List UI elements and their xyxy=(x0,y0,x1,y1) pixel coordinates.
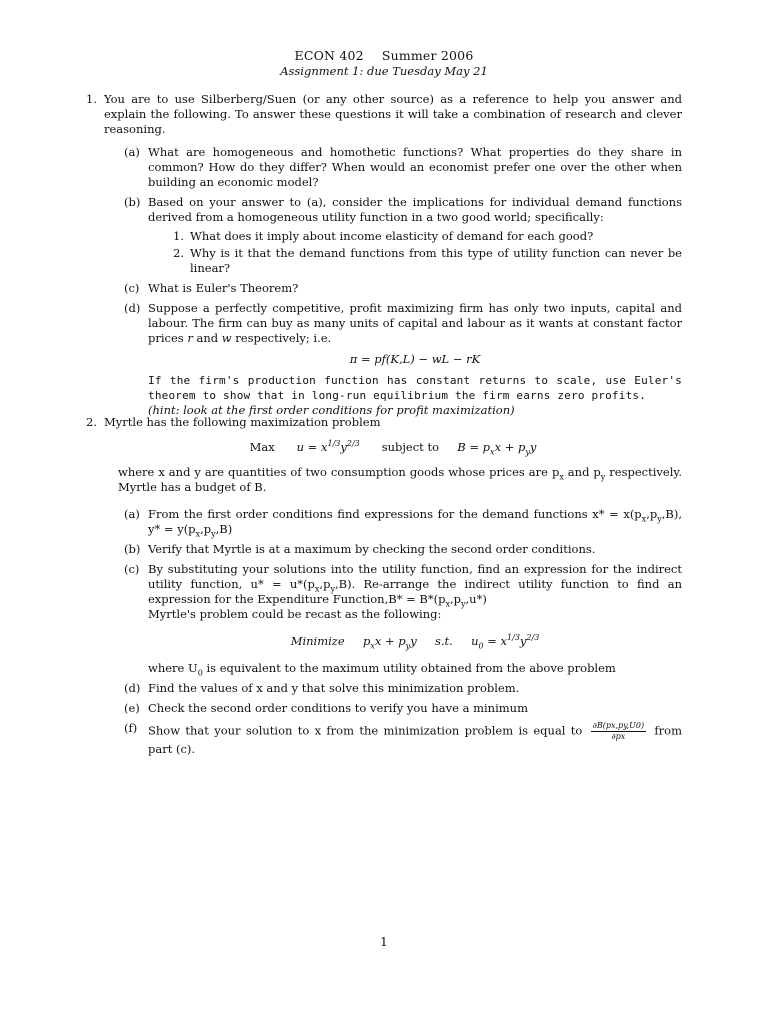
part-2d xyxy=(104,681,682,696)
part-text: Based on your answer to (a), consider the implications for individual demand functions derived from a homogeneous utility function in a two good world; specifically: xyxy=(148,195,682,224)
budget-mid: x + p xyxy=(494,440,526,454)
profit-equation: π = pf(K,L) − wL − rK xyxy=(349,352,481,366)
part-text: ,p xyxy=(200,522,212,536)
question-1 xyxy=(86,92,682,423)
part-label: (a) xyxy=(124,145,140,159)
part-2b xyxy=(104,542,682,557)
var-w: w xyxy=(221,331,232,345)
min-problem-equation xyxy=(148,634,682,649)
part-label: (d) xyxy=(124,301,141,315)
part-2e xyxy=(104,701,682,716)
st-word: s.t. xyxy=(434,634,453,648)
sub-x: x xyxy=(559,472,564,482)
sub-y: y xyxy=(525,447,530,457)
part-1c xyxy=(104,281,682,296)
sub: 0 xyxy=(478,641,484,651)
part-text-and: and xyxy=(192,331,222,345)
question-number: 1. xyxy=(86,92,97,106)
minimize-word: Minimize xyxy=(290,634,345,648)
part-text: ,p xyxy=(319,577,331,591)
sub: x xyxy=(370,641,375,651)
sub: y xyxy=(211,529,216,539)
part-label: (a) xyxy=(124,507,140,521)
part-text: ,p xyxy=(646,507,658,521)
question-1-parts xyxy=(104,145,682,418)
utility-x: u = x xyxy=(296,440,328,454)
part-text: By substituting your solutions into the utility function, find an expression for the indirect utility function, u* = u*(p xyxy=(148,562,682,591)
part-1a xyxy=(104,145,682,190)
budget-end: y xyxy=(529,440,537,454)
where-2: and p xyxy=(563,465,601,479)
subpart-2 xyxy=(148,246,682,276)
part-label: (e) xyxy=(124,701,140,715)
header-title xyxy=(0,48,768,63)
part-text-end: from part (c). xyxy=(148,723,682,756)
subpart-text: What does it imply about income elasticity of demand for each good? xyxy=(190,229,594,243)
part-label: (c) xyxy=(124,562,140,576)
where-3: respectively. Myrtle has a budget of B. xyxy=(118,465,683,494)
eq-part: p xyxy=(362,634,371,648)
sup: 2/3 xyxy=(526,633,540,643)
subject-to: subject to xyxy=(381,440,439,454)
part-text: ,p xyxy=(449,592,461,606)
part-2c xyxy=(104,562,682,676)
question-2 xyxy=(86,415,683,762)
eq-part: y xyxy=(410,634,417,648)
sub: y xyxy=(330,584,335,594)
where-u0-text xyxy=(148,661,682,676)
sub: x xyxy=(641,514,647,524)
page-number: 1 xyxy=(380,935,388,949)
subpart-1 xyxy=(148,229,682,244)
question-number: 2. xyxy=(86,415,97,429)
max-word: Max xyxy=(249,440,275,454)
sub: 0 xyxy=(197,668,203,678)
subpart-text: Why is it that the demand functions from this type of utility function can never be linear? xyxy=(190,246,682,275)
part-text: From the first order conditions find expressions for the demand functions x* = x(p xyxy=(148,507,642,521)
part-text: ,u*) xyxy=(465,592,487,606)
part-label: (b) xyxy=(124,542,141,556)
eq-part: x + p xyxy=(374,634,406,648)
recast-text: Myrtle's problem could be recast as the following: xyxy=(148,607,442,621)
where-text xyxy=(104,465,682,495)
part-text: is equivalent to the maximum utility obtained from the above problem xyxy=(202,661,616,675)
part-text: Show that your solution to x from the minimization problem is equal to xyxy=(148,723,583,738)
assignment-line: Assignment 1: due Tuesday May 21 xyxy=(280,64,488,78)
part-text: ,B), y* = y(p xyxy=(148,507,682,536)
eq-part: = x xyxy=(483,634,508,648)
part-label: (f) xyxy=(124,721,138,735)
sub-x: x xyxy=(490,447,495,457)
question-2-parts xyxy=(104,507,682,757)
course-term: Summer 2006 xyxy=(381,48,474,63)
part-text: What is Euler's Theorem? xyxy=(148,281,299,295)
question-intro: You are to use Silberberg/Suen (or any other source) as a reference to help you answer and explain the following. To answer these questions it will take a combination of research and clever reasoning. xyxy=(104,92,682,136)
partial-derivative-fraction xyxy=(591,721,646,742)
part-text: Check the second order conditions to verify you have a minimum xyxy=(148,701,528,715)
eq-part: y xyxy=(519,634,527,648)
max-problem-equation xyxy=(104,440,682,455)
question-intro: Myrtle has the following maximization problem xyxy=(104,415,381,429)
exp-1: 1/3 xyxy=(327,439,341,449)
sub: y xyxy=(461,599,466,609)
part-text: Suppose a perfectly competitive, profit maximizing firm has only two inputs, capital and labour. The firm can buy as many units of capital and labour as it wants at constant factor prices xyxy=(148,301,682,345)
course-code: ECON 402 xyxy=(294,48,364,63)
part-1b xyxy=(104,195,682,276)
part-text-end: respectively; i.e. xyxy=(231,331,332,345)
fraction-numerator: ∂B(px,py,U0) xyxy=(592,721,645,730)
part-label: (c) xyxy=(124,281,140,295)
header xyxy=(0,48,768,79)
sub-y: y xyxy=(600,472,606,482)
eq-part: u xyxy=(471,634,479,648)
sub: x xyxy=(445,599,450,609)
subpart-label: 2. xyxy=(173,246,184,260)
subpart-label: 1. xyxy=(173,229,184,243)
sub: x xyxy=(195,529,201,539)
part-1d xyxy=(104,301,682,418)
part-label: (d) xyxy=(124,681,141,695)
sub: y xyxy=(657,514,662,524)
part-2f xyxy=(104,721,682,757)
exp-2: 2/3 xyxy=(346,439,360,449)
euler-statement: If the firm's production function has constant returns to scale, use Euler's theorem to show that in long-run equilibrium the firm earns zero profits. xyxy=(148,374,682,402)
part-text: Verify that Myrtle is at a maximum by checking the second order conditions. xyxy=(148,542,596,556)
sub: x xyxy=(314,584,320,594)
fraction-denominator: ∂px xyxy=(611,732,626,741)
budget-lhs: B = p xyxy=(457,440,491,454)
part-2a xyxy=(104,507,682,537)
part-text: Find the values of x and y that solve this minimization problem. xyxy=(148,681,520,695)
part-label: (b) xyxy=(124,195,141,209)
part-text: What are homogeneous and homothetic functions? What properties do they share in common? How do they differ? When would an economist prefer one over the other when building an economic model? xyxy=(148,145,682,189)
part-text: ,B). Re-arrange the indirect utility function to find an expression for the Expenditure Function,B* = B*(p xyxy=(148,577,682,606)
part-text: where U xyxy=(148,661,198,675)
sub: y xyxy=(405,641,411,651)
var-r: r xyxy=(187,331,193,345)
hint: (hint: look at the first order conditions for profit maximization) xyxy=(148,403,515,417)
where-1: where x and y are quantities of two consumption goods whose prices are p xyxy=(118,465,560,479)
part-text: ,B) xyxy=(215,522,233,536)
utility-y: y xyxy=(340,440,347,454)
sup: 1/3 xyxy=(507,633,520,643)
